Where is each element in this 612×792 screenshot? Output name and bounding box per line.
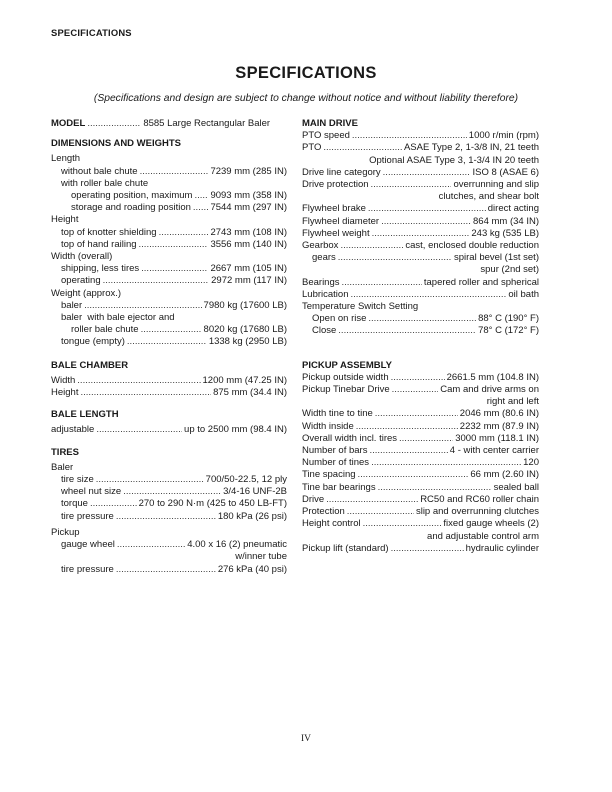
spec-value: 180 kPa (26 psi): [217, 510, 287, 522]
leader-dots: [77, 375, 200, 387]
spec-value: 88° C (190° F): [478, 313, 539, 325]
spec-value: 4 - with center carrier: [449, 445, 539, 457]
spec-value: 1338 kg (2950 LB): [208, 336, 287, 348]
spec-label: tire pressure: [61, 510, 114, 522]
spec-label: storage and roading position: [71, 202, 191, 214]
spec-label: top of hand railing: [61, 238, 137, 250]
leader-dots: [392, 384, 439, 396]
spec-label: gears: [312, 252, 336, 264]
spec-label: Number of bars: [302, 445, 368, 457]
spec-value-continuation: Optional ASAE Type 3, 1-3/4 IN 20 teeth: [369, 154, 539, 166]
spec-label: operating position, maximum: [71, 190, 193, 202]
spec-row-number-of-tines: [302, 457, 539, 469]
spec-value: 4.00 x 16 (2) pneumatic: [187, 539, 287, 551]
spec-value: 2972 mm (117 IN): [211, 275, 287, 287]
spec-row-tire-pressure: [51, 511, 287, 523]
spec-value: 864 mm (34 IN): [473, 215, 539, 227]
spec-label: Drive line category: [302, 166, 381, 178]
spec-value: Cam and drive arms on: [440, 384, 539, 396]
spec-row-drive: [302, 494, 539, 506]
spec-value: cast, enclosed double reduction: [405, 240, 539, 252]
spec-value: spiral bevel (1st set): [453, 252, 539, 264]
leader-dots: [358, 469, 469, 481]
leader-dots: [90, 498, 137, 510]
spec-label: baler: [61, 299, 83, 311]
spec-value: 2667 mm (105 IN): [210, 263, 287, 275]
spec-value: 1000 r/min (rpm): [468, 130, 539, 142]
spec-label: Protection: [302, 506, 345, 518]
leader-dots: [141, 324, 202, 336]
spec-label: Width: [51, 374, 76, 386]
spec-label: Height control: [302, 518, 361, 530]
leader-dots: [338, 325, 476, 337]
spec-group-label: Weight (approx.): [51, 287, 122, 299]
spec-label: PTO speed: [302, 130, 350, 142]
leader-dots: [80, 387, 211, 399]
spec-row-knotter-height: [51, 227, 287, 239]
spec-row-height-control: [302, 518, 539, 530]
leader-dots: [123, 486, 221, 498]
spec-row-number-of-bars: [302, 445, 539, 457]
spec-row-drive-line: [302, 167, 539, 179]
right-column: [302, 118, 539, 555]
section-heading-pickup-assembly: PICKUP ASSEMBLY: [302, 359, 392, 371]
spec-value: up to 2500 mm (98.4 IN): [184, 424, 287, 436]
leader-dots: [363, 518, 442, 530]
spec-value: 66 mm (2.60 IN): [470, 469, 539, 481]
spec-value: 8020 kg (17680 LB): [203, 324, 287, 336]
spec-label: Width tine to tine: [302, 408, 373, 420]
spec-label: Drive protection: [302, 179, 369, 191]
leader-dots: [96, 474, 204, 486]
spec-row-pickup-lift: [302, 543, 539, 555]
spec-label: Flywheel brake: [302, 203, 366, 215]
leader-dots: [338, 252, 452, 264]
spec-value: 78° C (172° F): [478, 325, 539, 337]
leader-dots: [194, 190, 208, 202]
section-heading-dimensions: DIMENSIONS AND WEIGHTS: [51, 138, 182, 150]
spec-label: torque: [61, 498, 88, 510]
spec-label: Tine spacing: [302, 469, 356, 481]
spec-group-label: Baler: [51, 461, 74, 473]
leader-dots: [368, 203, 486, 215]
spec-row-operating-width: [51, 275, 287, 287]
leader-dots: [116, 511, 216, 523]
spec-value-continuation: right and left: [486, 396, 539, 408]
leader-dots: [139, 239, 209, 251]
spec-value: sealed ball: [493, 481, 539, 493]
spec-value: 2046 mm (80.6 IN): [459, 408, 539, 420]
leader-dots: [371, 457, 521, 469]
section-heading-main-drive: MAIN DRIVE: [302, 118, 358, 129]
spec-row-shipping-width: [51, 263, 287, 275]
spec-group-label: Length: [51, 153, 81, 165]
spec-row-bale-length: [51, 424, 287, 436]
spec-group-label: Height: [51, 214, 79, 226]
leader-dots: [84, 300, 201, 312]
page-number: IV: [300, 734, 312, 744]
spec-subgroup-label: baler with bale ejector and: [61, 312, 175, 324]
leader-dots: [372, 228, 470, 240]
spec-label: shipping, less tires: [61, 263, 140, 275]
spec-row-gears: [302, 252, 539, 264]
spec-row-pickup-outside-width: [302, 372, 539, 384]
spec-value: 270 to 290 N·m (425 to 450 LB-FT): [138, 498, 287, 510]
spec-row-gauge-wheel: [51, 539, 287, 551]
spec-value-continuation: spur (2nd set): [480, 264, 539, 276]
section-heading-bale-length: BALE LENGTH: [51, 409, 119, 421]
spec-value-continuation: clutches, and shear bolt: [438, 191, 539, 203]
leader-dots: [371, 179, 452, 191]
section-heading-bale-chamber: BALE CHAMBER: [51, 359, 129, 371]
spec-value: 2661.5 mm (104.8 IN): [446, 371, 539, 383]
spec-row-tongue-weight: [51, 336, 287, 348]
spec-label: Bearings: [302, 276, 340, 288]
spec-value: 7239 mm (285 IN): [210, 165, 287, 177]
spec-label: Pickup outside width: [302, 371, 389, 383]
leader-dots: [159, 227, 209, 239]
spec-label: Number of tines: [302, 457, 370, 469]
model-value: 8585 Large Rectangular Baler: [143, 118, 271, 129]
leader-dots: [323, 142, 402, 154]
spec-row-lubrication: [302, 289, 539, 301]
spec-label: Overall width incl. tires: [302, 432, 398, 444]
leader-dots: [140, 166, 209, 178]
spec-label: without bale chute: [61, 165, 138, 177]
spec-row-hand-railing-height: [51, 239, 287, 251]
spec-value-continuation: and adjustable control arm: [427, 530, 539, 542]
leader-dots: [399, 433, 453, 445]
spec-label: PTO: [302, 142, 322, 154]
spec-label: Drive: [302, 493, 325, 505]
spec-label: operating: [61, 275, 101, 287]
spec-value: 7544 mm (297 IN): [210, 202, 287, 214]
spec-value: 3/4-16 UNF-2B: [223, 486, 287, 498]
leader-dots: [141, 263, 208, 275]
spec-value: 2232 mm (87.9 IN): [459, 420, 539, 432]
leader-dots: [342, 277, 422, 289]
model-row: [51, 118, 287, 130]
spec-row-drive-protection: [302, 179, 539, 191]
page-subtitle: (Specifications and design are subject to change without notice and without liability therefore): [93, 93, 519, 104]
leader-dots: [87, 118, 141, 130]
spec-label: Flywheel weight: [302, 227, 370, 239]
spec-row-tine-spacing: [302, 469, 539, 481]
leader-dots: [326, 494, 418, 506]
spec-row-ejector-weight: [51, 324, 287, 336]
spec-row-tire-size: [51, 474, 287, 486]
spec-group-label: Width (overall): [51, 251, 113, 263]
leader-dots: [117, 539, 185, 551]
spec-row-overall-width: [302, 433, 539, 445]
spec-value: fixed gauge wheels (2): [443, 518, 539, 530]
spec-row-width-inside: [302, 421, 539, 433]
spec-row-operating-position: [51, 190, 287, 202]
leader-dots: [378, 482, 492, 494]
spec-value: 276 kPa (40 psi): [217, 563, 287, 575]
spec-value: 1200 mm (47.25 IN): [202, 374, 287, 386]
leader-dots: [127, 336, 207, 348]
spec-row-chamber-height: [51, 387, 287, 399]
spec-label: gauge wheel: [61, 539, 115, 551]
spec-value: 7980 kg (17600 LB): [203, 299, 287, 311]
spec-label: adjustable: [51, 424, 95, 436]
spec-row-flywheel-weight: [302, 228, 539, 240]
spec-value: 3556 mm (140 IN): [210, 238, 287, 250]
spec-subgroup-label: with roller bale chute: [61, 177, 149, 189]
left-column: [51, 118, 287, 576]
spec-value: tapered roller and spherical: [423, 276, 539, 288]
leader-dots: [369, 445, 447, 457]
spec-row-pto: [302, 142, 539, 154]
leader-dots: [350, 289, 506, 301]
spec-row-close: [302, 325, 539, 337]
spec-label: top of knotter shielding: [61, 226, 157, 238]
spec-row-bearings: [302, 277, 539, 289]
spec-row-gearbox: [302, 240, 539, 252]
spec-value: slip and overrunning clutches: [415, 506, 539, 518]
spec-label: Open on rise: [312, 313, 367, 325]
spec-value: overrunning and slip: [453, 179, 539, 191]
leader-dots: [193, 202, 209, 214]
spec-value: direct acting: [487, 203, 539, 215]
spec-value: 700/50-22.5, 12 ply: [205, 474, 287, 486]
spec-label: Pickup Tinebar Drive: [302, 384, 390, 396]
leader-dots: [391, 372, 445, 384]
spec-label: tire pressure: [61, 563, 114, 575]
spec-row-baler-weight: [51, 300, 287, 312]
spec-label: Flywheel diameter: [302, 215, 380, 227]
leader-dots: [116, 564, 216, 576]
spec-label: tongue (empty): [61, 336, 125, 348]
spec-row-tine-bar-bearings: [302, 482, 539, 494]
spec-value: ASAE Type 2, 1-3/8 IN, 21 teeth: [403, 142, 539, 154]
spec-label: Lubrication: [302, 288, 349, 300]
spec-value-continuation: w/inner tube: [235, 551, 287, 563]
spec-label: Pickup lift (standard): [302, 542, 389, 554]
leader-dots: [368, 313, 476, 325]
spec-value: 2743 mm (108 IN): [210, 226, 287, 238]
spec-label: tire size: [61, 474, 94, 486]
spec-row-flywheel-brake: [302, 203, 539, 215]
spec-value: oil bath: [508, 288, 539, 300]
spec-value: hydraulic cylinder: [465, 542, 539, 554]
spec-label: roller bale chute: [71, 324, 139, 336]
leader-dots: [381, 216, 471, 228]
leader-dots: [340, 240, 403, 252]
spec-label: Gearbox: [302, 240, 339, 252]
spec-value: 3000 mm (118.1 IN): [455, 432, 539, 444]
spec-value: 9093 mm (358 IN): [210, 190, 287, 202]
spec-label: Tine bar bearings: [302, 481, 376, 493]
spec-row-wheel-nut: [51, 486, 287, 498]
spec-row-torque: [51, 498, 287, 510]
leader-dots: [347, 506, 414, 518]
spec-row-storage-position: [51, 202, 287, 214]
leader-dots: [352, 130, 467, 142]
spec-label: wheel nut size: [61, 486, 122, 498]
spec-value: 243 kg (535 LB): [471, 227, 539, 239]
leader-dots: [103, 275, 210, 287]
model-label: MODEL: [51, 118, 86, 129]
spec-value: 875 mm (34.4 IN): [213, 387, 287, 399]
spec-row-protection: [302, 506, 539, 518]
leader-dots: [96, 424, 182, 436]
spec-row-width-tine: [302, 408, 539, 420]
leader-dots: [356, 421, 458, 433]
leader-dots: [383, 167, 471, 179]
spec-label: Close: [312, 325, 337, 337]
spec-row-length-without-chute: [51, 166, 287, 178]
spec-label: Height: [51, 387, 79, 399]
spec-row-chamber-width: [51, 375, 287, 387]
spec-value: 120: [523, 457, 539, 469]
spec-row-open-on-rise: [302, 313, 539, 325]
leader-dots: [391, 543, 464, 555]
spec-value: ISO 8 (ASAE 6): [472, 166, 539, 178]
spec-row-flywheel-diameter: [302, 216, 539, 228]
spec-row-tinebar-drive: [302, 384, 539, 396]
running-head: SPECIFICATIONS: [51, 27, 132, 38]
spec-value: RC50 and RC60 roller chain: [420, 493, 539, 505]
spec-row-pto-speed: [302, 130, 539, 142]
spec-label: Width inside: [302, 420, 354, 432]
spec-row-pickup-tire-pressure: [51, 564, 287, 576]
section-heading-tires: TIRES: [51, 446, 79, 458]
page-title: SPECIFICATIONS: [235, 64, 377, 82]
spec-group-label: Temperature Switch Setting: [302, 301, 419, 313]
leader-dots: [375, 408, 458, 420]
spec-group-label: Pickup: [51, 526, 80, 538]
